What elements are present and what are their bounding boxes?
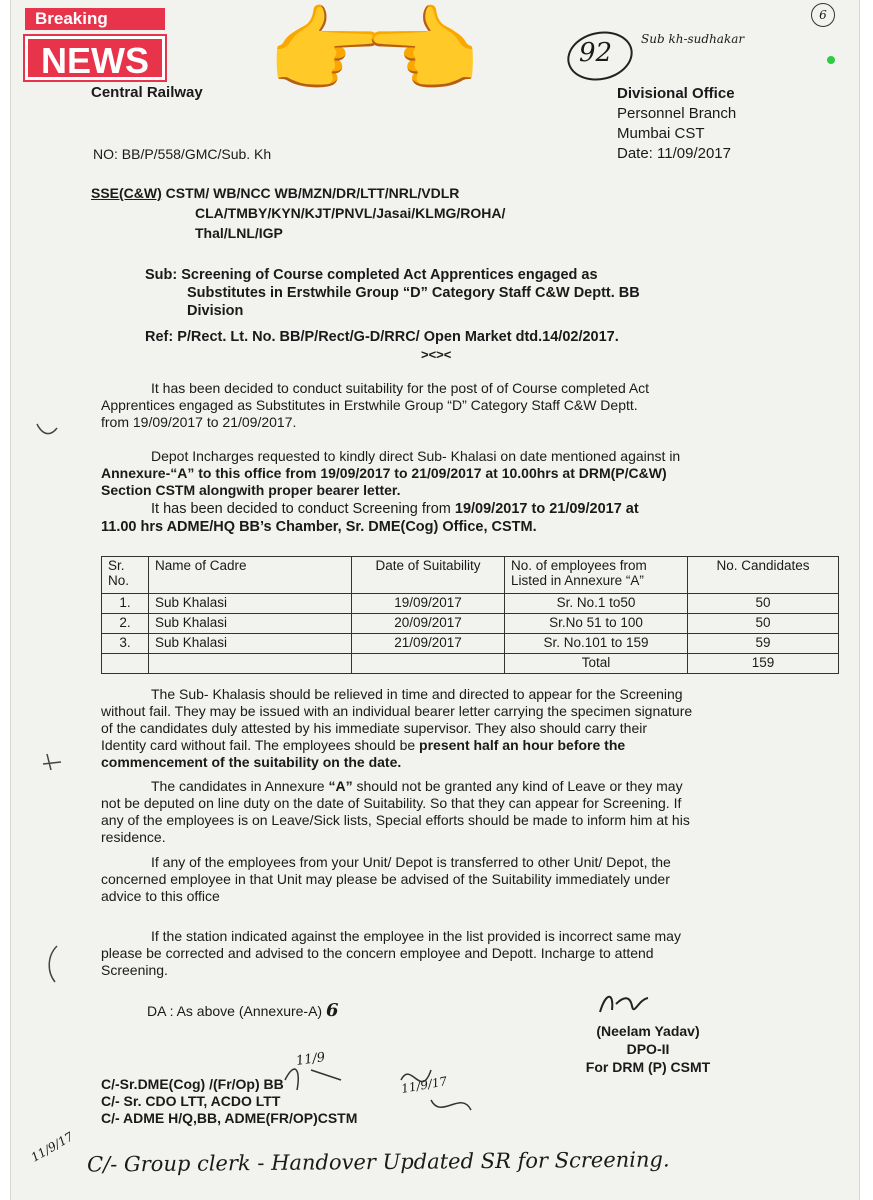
- signature-scribble: [596, 990, 656, 1020]
- status-dot: [827, 56, 835, 64]
- text-span: should not be granted any kind of Leave or they may: [352, 778, 683, 794]
- text-line: please be corrected and advised to the concern employee and Depott. Incharge to attend: [101, 945, 654, 961]
- paragraph-1: [101, 380, 839, 431]
- text-line: of the candidates duly attested by his immediate supervisor. They also should carry their: [101, 720, 648, 736]
- text-line: commencement of the suitability on the date.: [101, 754, 402, 770]
- text-span: Identity card without fail. The employees should be: [101, 737, 420, 753]
- pointing-hand-right-icon: 👉: [266, 0, 386, 105]
- cell: Sub Khalasi: [149, 594, 352, 614]
- subject-line: Division: [187, 303, 244, 319]
- text-line: advice to this office: [101, 888, 220, 904]
- addressee-line: CLA/TMBY/KYN/KJT/PNVL/Jasai/KLMG/ROHA/: [195, 205, 506, 221]
- text-line: 11.00 hrs ADME/HQ BB’s Chamber, Sr. DME(Cog) Office, CSTM.: [101, 519, 537, 535]
- text-span: It has been decided to conduct Screening from: [151, 501, 455, 517]
- handwritten-initial: 11/9/17: [400, 1074, 449, 1096]
- signature-block: [573, 1022, 723, 1076]
- enclosure-line: [147, 1000, 339, 1021]
- cell: [102, 654, 149, 674]
- cell: Sr. No.1 to50: [505, 594, 688, 614]
- cell: Sub Khalasi: [149, 634, 352, 654]
- signatory-name: (Neelam Yadav): [596, 1023, 700, 1039]
- total-label: Total: [505, 654, 688, 674]
- corner-number-mark: 6: [811, 3, 835, 27]
- office-address: [617, 84, 736, 164]
- handwritten-scribbles: [281, 1040, 481, 1130]
- margin-mark: [41, 752, 65, 774]
- table-row: [102, 614, 839, 634]
- breaking-label: Breaking: [25, 8, 165, 30]
- text-line: not be deputed on line duty on the date of Suitability. So that they can appear for Screening. If: [101, 795, 682, 811]
- cell: 1.: [102, 594, 149, 614]
- text-span: “A”: [328, 778, 353, 794]
- paragraph-3: [101, 500, 839, 536]
- table-header-row: [102, 557, 839, 594]
- subject-line: Screening of Course completed Act Apprentices engaged as: [181, 267, 598, 283]
- text-span: 19/09/2017 to 21/09/2017 at: [454, 501, 639, 517]
- total-value: 159: [688, 654, 839, 674]
- text-line: residence.: [101, 829, 166, 845]
- copy-line: C/-Sr.DME(Cog) /(Fr/Op) BB: [101, 1076, 284, 1092]
- cell: 50: [688, 594, 839, 614]
- copy-line: C/- ADME H/Q,BB, ADME(FR/OP)CSTM: [101, 1110, 358, 1126]
- office-line: Divisional Office: [617, 85, 735, 102]
- cell: 3.: [102, 634, 149, 654]
- cell: [352, 654, 505, 674]
- handwritten-mark: 6: [325, 1000, 339, 1021]
- subject-line: Substitutes in Erstwhile Group “D” Category Staff C&W Deptt. BB: [187, 285, 640, 301]
- cell: 19/09/2017: [352, 594, 505, 614]
- separator-mark: ><><: [421, 347, 452, 362]
- paragraph-6: [101, 854, 839, 905]
- subject-label: Sub:: [145, 267, 178, 283]
- margin-mark: [35, 420, 61, 440]
- addressee-block: [91, 183, 459, 203]
- header-cell: Date of Suitability: [352, 557, 505, 594]
- addressee-line: Thal/LNL/IGP: [195, 225, 283, 241]
- addressee-label: SSE(C&W): [91, 185, 162, 201]
- handwritten-note: C/- Group clerk - Handover Updated SR for Screening.: [86, 1147, 670, 1177]
- header-cell: Sr. No.: [102, 557, 149, 594]
- subject-block: [145, 266, 765, 320]
- header-cell: No. Candidates: [688, 557, 839, 594]
- signatory-for: For DRM (P) CSMT: [585, 1059, 711, 1075]
- paragraph-2: [101, 448, 839, 499]
- reference-number: NO: BB/P/558/GMC/Sub. Kh: [93, 146, 272, 162]
- addressee-line: CSTM/ WB/NCC WB/MZN/DR/LTT/NRL/VDLR: [165, 185, 460, 201]
- table-total-row: [102, 654, 839, 674]
- text-line: The Sub- Khalasis should be relieved in time and directed to appear for the Screening: [151, 686, 683, 702]
- subject-reference: Ref: P/Rect. Lt. No. BB/P/Rect/G-D/RRC/ Open Market dtd.14/02/2017.: [145, 329, 619, 345]
- text-span: The candidates in Annexure: [151, 778, 329, 794]
- paragraph-5: [101, 778, 839, 846]
- cell: Sub Khalasi: [149, 614, 352, 634]
- oval-number: 92: [579, 38, 613, 68]
- paragraph-4: [101, 686, 839, 771]
- text-line: If the station indicated against the employee in the list provided is incorrect same may: [151, 928, 681, 944]
- office-line: Personnel Branch: [617, 105, 737, 122]
- cell: 50: [688, 614, 839, 634]
- text-line: Screening.: [101, 962, 168, 978]
- cell: 21/09/2017: [352, 634, 505, 654]
- enclosure-text: DA : As above (Annexure-A): [147, 1003, 323, 1019]
- document-page: [10, 0, 860, 1200]
- table-row: [102, 634, 839, 654]
- text-line: If any of the employees from your Unit/ Depot is transferred to other Unit/ Depot, the: [151, 854, 671, 870]
- text-line: any of the employees is on Leave/Sick lists, Special efforts should be made to inform him at his: [101, 812, 690, 828]
- text-line: from 19/09/2017 to 21/09/2017.: [101, 414, 297, 430]
- handwritten-initial: 11/9: [295, 1050, 327, 1069]
- paragraph-7: [101, 928, 839, 979]
- header-cell: Name of Cadre: [149, 557, 352, 594]
- cell: Sr.No 51 to 100: [505, 614, 688, 634]
- signatory-designation: DPO-II: [626, 1041, 670, 1057]
- office-line: Mumbai CST: [617, 125, 705, 142]
- text-line: It has been decided to conduct suitability for the post of of Course completed Act: [151, 380, 650, 396]
- text-line: Depot Incharges requested to kindly direct Sub- Khalasi on date mentioned against in: [151, 448, 681, 464]
- org-name: Central Railway: [91, 84, 203, 101]
- margin-mark: [45, 944, 61, 984]
- cell: 20/09/2017: [352, 614, 505, 634]
- text-span: present half an hour before the: [419, 737, 626, 753]
- handwritten-date: 11/9/17: [28, 1129, 76, 1165]
- header-cell: No. of employees from Listed in Annexure “A”: [505, 557, 688, 594]
- cell: 2.: [102, 614, 149, 634]
- pointing-hand-left-icon: 👈: [361, 0, 481, 105]
- handnote-top-right: Sub kh-sudhakar: [641, 32, 745, 46]
- schedule-table: [101, 556, 839, 674]
- text-line: concerned employee in that Unit may please be advised of the Suitability immediately under: [101, 871, 670, 887]
- table-row: [102, 594, 839, 614]
- cell: 59: [688, 634, 839, 654]
- text-line: without fail. They may be issued with an individual bearer letter carrying the specimen signature: [101, 703, 693, 719]
- cell: [149, 654, 352, 674]
- cell: Sr. No.101 to 159: [505, 634, 688, 654]
- text-line: Section CSTM alongwith proper bearer letter.: [101, 482, 401, 498]
- text-line: Apprentices engaged as Substitutes in Erstwhile Group “D” Category Staff C&W Deptt.: [101, 397, 638, 413]
- copy-line: C/- Sr. CDO LTT, ACDO LTT: [101, 1093, 281, 1109]
- news-badge: NEWS: [25, 36, 165, 80]
- office-date: Date: 11/09/2017: [617, 145, 731, 162]
- text-line: Annexure-“A” to this office from 19/09/2017 to 21/09/2017 at 10.00hrs at DRM(P/C&W): [101, 465, 667, 481]
